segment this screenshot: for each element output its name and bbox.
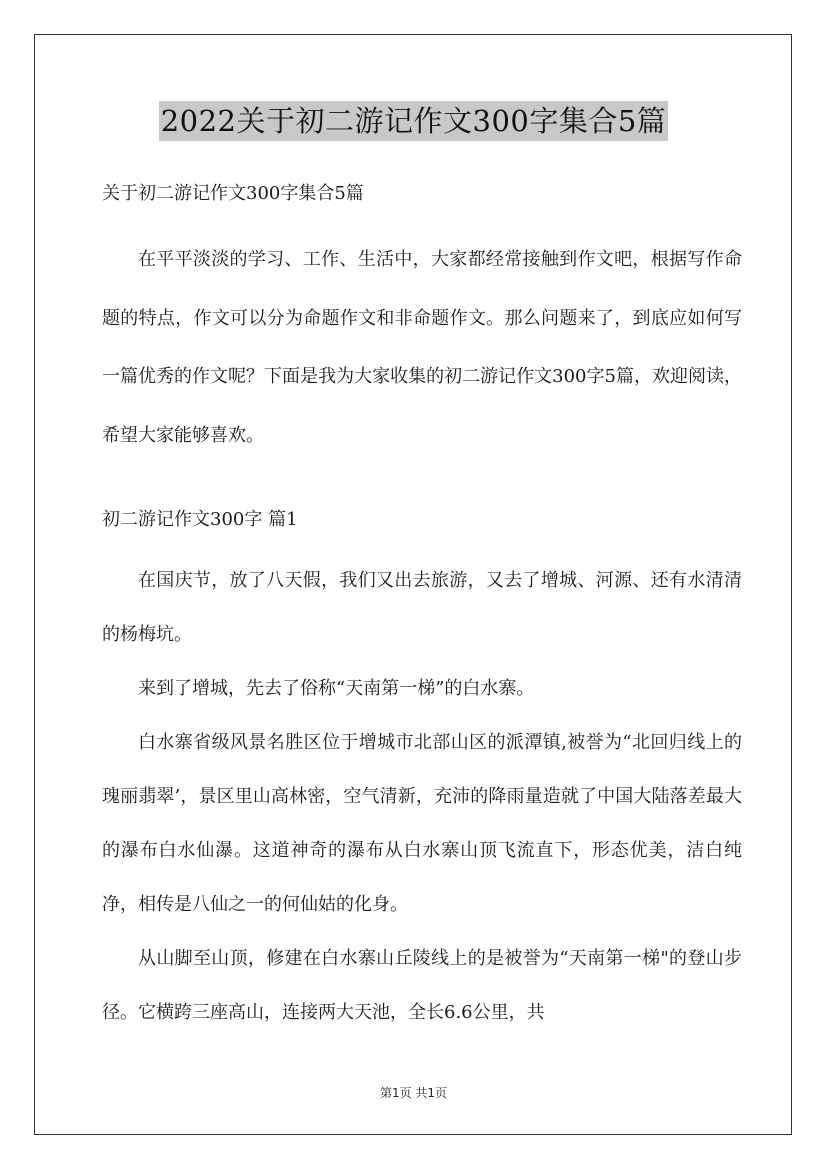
- intro-section: [102, 231, 742, 465]
- body-paragraph-2: 来到了增城，先去了俗称“天南第一梯”的白水寨。: [138, 678, 535, 699]
- document-subtitle: 关于初二游记作文300字集合5篇: [102, 183, 364, 204]
- body-paragraph-1: 在国庆节，放了八天假，我们又出去旅游，又去了增城、河源、还有水清清的杨梅坑。: [102, 570, 742, 645]
- body-paragraph-3: 白水寨省级风景名胜区位于增城市北部山区的派潭镇,被誉为“北回归线上的瑰丽翡翠’，景区里山高林密，空气清新，充沛的降雨量造就了中国大陆落差最大的瀑布白水仙瀑。这道神奇的瀑布从白水寨山顶飞流直下，形态优美，洁白纯净，相传是八仙之一的何仙姑的化身。: [102, 732, 742, 915]
- essay-body: [102, 554, 742, 1040]
- intro-paragraph: 在平平淡淡的学习、工作、生活中，大家都经常接触到作文吧，根据写作命题的特点，作文可以分为命题作文和非命题作文。那么问题来了，到底应如何写一篇优秀的作文呢？下面是我为大家收集的初二游记作文300字5篇，欢迎阅读，希望大家能够喜欢。: [102, 249, 742, 446]
- body-paragraph-4: 从山脚至山顶，修建在白水寨山丘陵线上的是被誉为“天南第一梯"的登山步径。它横跨三座高山，连接两大天池，全长6.6公里，共: [102, 948, 742, 1023]
- page-footer: 第1页 共1页: [379, 1086, 448, 1100]
- document-title: 2022关于初二游记作文300字集合5篇: [159, 101, 669, 141]
- section-heading: 初二游记作文300字 篇1: [102, 509, 298, 530]
- title-wrapper: [0, 101, 827, 141]
